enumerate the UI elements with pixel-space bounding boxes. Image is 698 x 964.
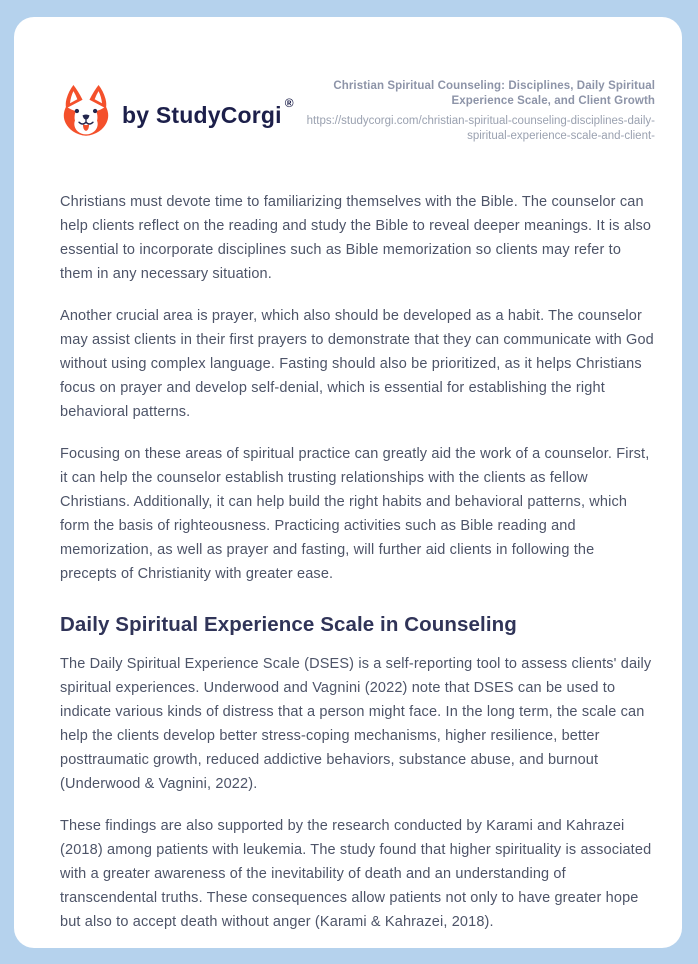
document-title: Christian Spiritual Counseling: Disciplines, Daily Spiritual Experience Scale, and Client Growth	[333, 80, 655, 107]
brand-name	[122, 95, 294, 129]
paragraph: These findings are also supported by the research conducted by Karami and Kahrazei (2018) among patients with leukemia. The study found that higher spirituality is associated with a greater awareness of the inevitability of death and an understanding of transcendental truths. These consequences allow patients not only to have greater hope but also to accept death without anger (Karami & Kahrazei, 2018).	[60, 818, 652, 930]
paragraph: Focusing on these areas of spiritual practice can greatly aid the work of a counselor. First, it can help the counselor establish trusting relationships with the clients as fellow Christians. Additionally, it can help build the right habits and behavioral patterns, which form the basis of righteousness. Practicing activities such as Bible reading and memorization, as well as prayer and fasting, will further aid clients in following the precepts of Christianity with greater ease.	[60, 446, 650, 582]
document-card	[14, 17, 682, 948]
registered-trademark-symbol: ®	[284, 95, 294, 110]
paragraph: The Daily Spiritual Experience Scale (DSES) is a self-reporting tool to assess clients' daily spiritual experiences. Underwood and Vagnini (2022) note that DSES can be used to indicate various kinds of distress that a person might face. In the long term, the scale can help the clients develop better stress-coping mechanisms, higher resilience, better posttraumatic growth, reduced addictive behaviors, substance abuse, and burnout (Underwood & Vagnini, 2022).	[60, 656, 652, 792]
document-url: https://studycorgi.com/christian-spiritual-counseling-disciplines-daily-spiritual-experience-scale-and-client-	[306, 115, 655, 142]
corgi-icon	[60, 83, 112, 139]
article-body	[60, 190, 655, 934]
section-heading: Daily Spiritual Experience Scale in Counseling	[60, 613, 517, 636]
document-header	[60, 77, 655, 144]
studycorgi-brand	[60, 83, 294, 139]
paragraph: Another crucial area is prayer, which also should be developed as a habit. The counselor may assist clients in their first prayers to demonstrate that they can communicate with God without using complex language. Fasting should also be prioritized, as it helps Christians focus on prayer and develop self-denial, which is essential for establishing the right behavioral patterns.	[60, 308, 654, 420]
document-meta	[305, 79, 655, 144]
paragraph: Christians must devote time to familiarizing themselves with the Bible. The counselor can help clients reflect on the reading and study the Bible to reveal deeper meanings. It is also essential to incorporate disciplines such as Bible memorization so clients may refer to them in any necessary situation.	[60, 194, 652, 282]
brand-name-text: by StudyCorgi	[122, 101, 282, 128]
